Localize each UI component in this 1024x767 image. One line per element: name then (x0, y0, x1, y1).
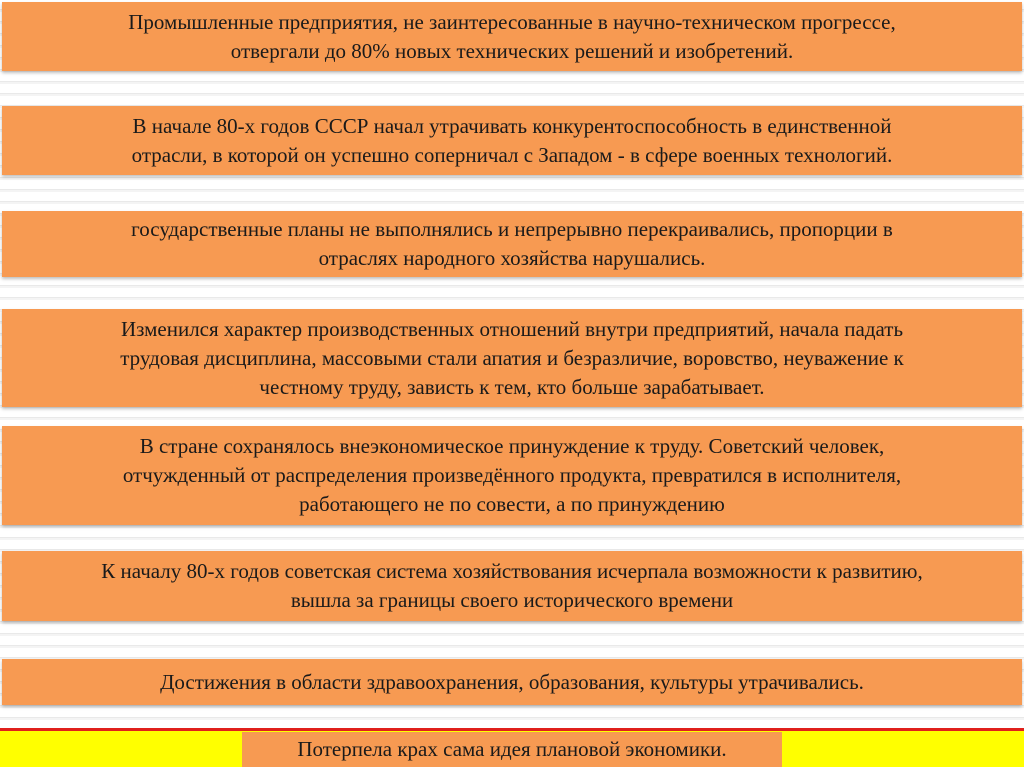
text-line: Промышленные предприятия, не заинтересованные в научно-техническом прогрессе, (128, 9, 896, 34)
text-line: Достижения в области здравоохранения, образования, культуры утрачивались. (160, 669, 864, 694)
text-block-3 (2, 211, 1022, 277)
text-block-2 (2, 106, 1022, 175)
text-line: отчужденный от распределения произведённого продукта, превратился в исполнителя, (122, 463, 902, 487)
text-line: В стране сохранялось внеэкономическое принуждение к труду. Советский человек, (139, 434, 885, 458)
text-block-4 (2, 309, 1022, 407)
text-line: трудовая дисциплина, массовыми стали апатия и безразличие, воровство, неуважение к (120, 345, 904, 370)
text-block-5 (2, 426, 1022, 525)
text-line: работающего не по совести, а по принуждению (299, 492, 725, 516)
text-line: честному труду, зависть к тем, кто больше зарабатывает. (259, 374, 765, 399)
text-line: В начале 80-х годов СССР начал утрачивать конкурентоспособность в единственной (132, 113, 892, 138)
conclusion-text: Потерпела крах сама идея плановой экономики. (242, 732, 782, 767)
text-block-1 (2, 2, 1022, 71)
text-line: вышла за границы своего исторического времени (290, 588, 734, 612)
text-line: Изменился характер производственных отношений внутри предприятий, начала падать (120, 316, 904, 341)
text-line: К началу 80-х годов советская система хозяйствования исчерпала возможности к развитию, (101, 559, 923, 583)
text-line: отраслях народного хозяйства нарушались. (318, 246, 706, 270)
text-line: отрасли, в которой он успешно соперничал с Западом - в сфере военных технологий. (131, 142, 893, 167)
text-line: отвергали до 80% новых технических решений и изобретений. (230, 38, 794, 63)
text-block-7 (2, 659, 1022, 705)
text-block-6 (2, 551, 1022, 621)
text-line: государственные планы не выполнялись и непрерывно перекраивались, пропорции в (131, 217, 893, 241)
